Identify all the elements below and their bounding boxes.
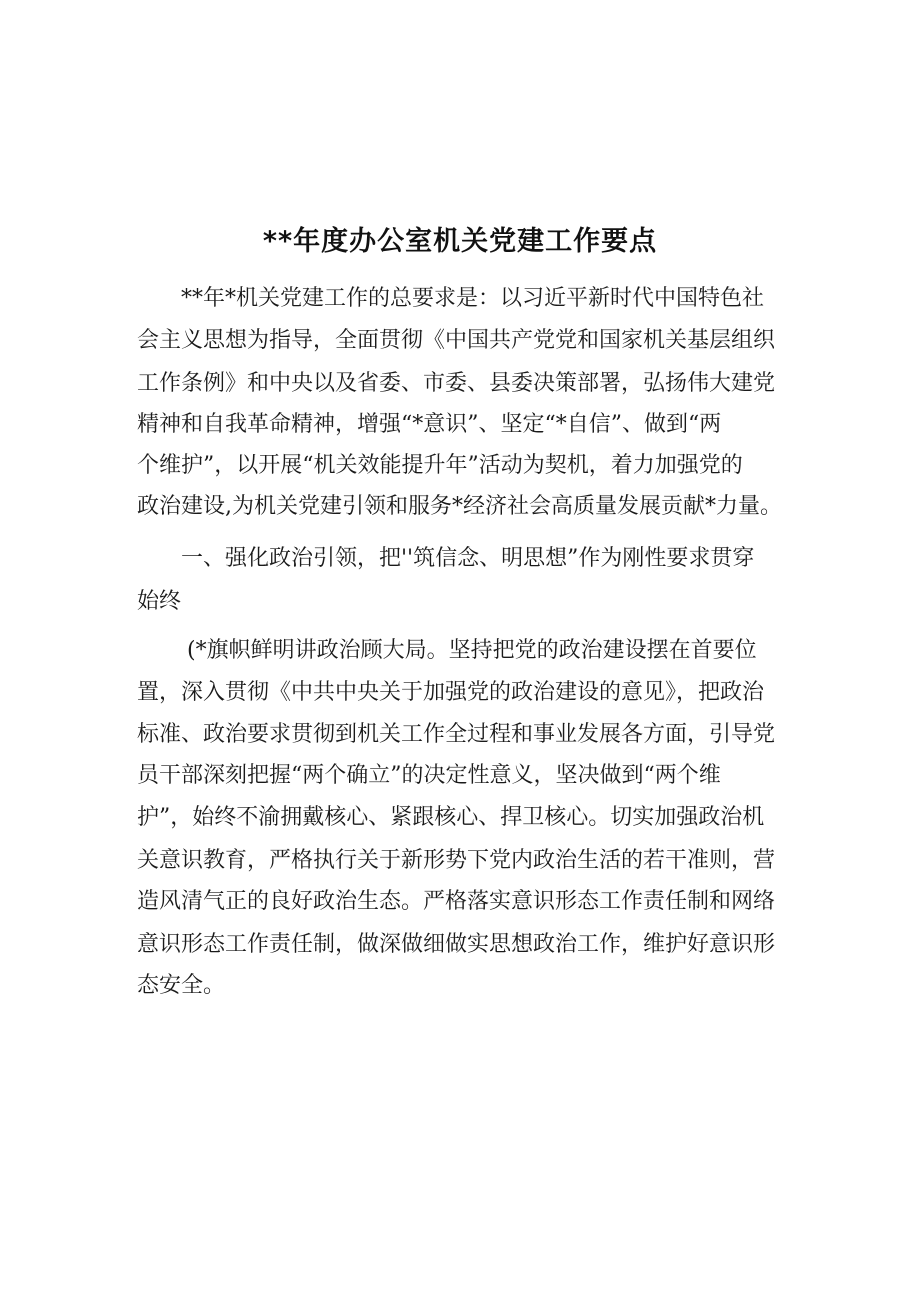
section-heading-line: 始终 <box>137 589 182 614</box>
item-line: 关意识教育，严格执行关于新形势下党内政治生活的若干准则，营 <box>137 848 776 873</box>
intro-line: **年*机关党建工作的总要求是：以习近平新时代中国特色社 <box>181 286 765 311</box>
item-line: 员干部深刻把握“两个确立”的决定性意义，坚决做到“两个维 <box>137 763 721 788</box>
intro-line: 精神和自我革命精神，增强“*意识”、坚定“*自信”、做到“两 <box>137 412 722 437</box>
intro-line: 会主义思想为指导，全面贯彻《中国共产党党和国家机关基层组织 <box>137 328 776 353</box>
section-heading-line: 一、强化政治引领，把''筑信念、明思想”作为刚性要求贯穿 <box>181 546 755 571</box>
intro-line: 政治建设,为机关党建引领和服务*经济社会高质量发展贡献*力量。 <box>137 494 782 519</box>
item-line: 造风清气正的良好政治生态。严格落实意识形态工作责任制和网络 <box>137 889 776 914</box>
item-line: 意识形态工作责任制，做深做细做实思想政治工作，维护好意识形 <box>137 932 776 957</box>
intro-line: 工作条例》和中央以及省委、市委、县委决策部署，弘扬伟大建党 <box>137 371 776 396</box>
item-line: (*旗帜鲜明讲政治顾大局。坚持把党的政治建设摆在首要位 <box>187 638 757 663</box>
document-title: **年度办公室机关党建工作要点 <box>262 226 658 257</box>
item-line: 置，深入贯彻《中共中央关于加强党的政治建设的意见》，把政治 <box>137 680 765 705</box>
intro-line: 个维护”，以开展“机关效能提升年”活动为契机，着力加强党的 <box>137 453 743 478</box>
item-line: 护”，始终不渝拥戴核心、紧跟核心、捍卫核心。切实加强政治机 <box>137 805 765 830</box>
item-line: 标准、政治要求贯彻到机关工作全过程和事业发展各方面，引导党 <box>137 722 776 747</box>
item-line: 态安全。 <box>137 973 226 998</box>
